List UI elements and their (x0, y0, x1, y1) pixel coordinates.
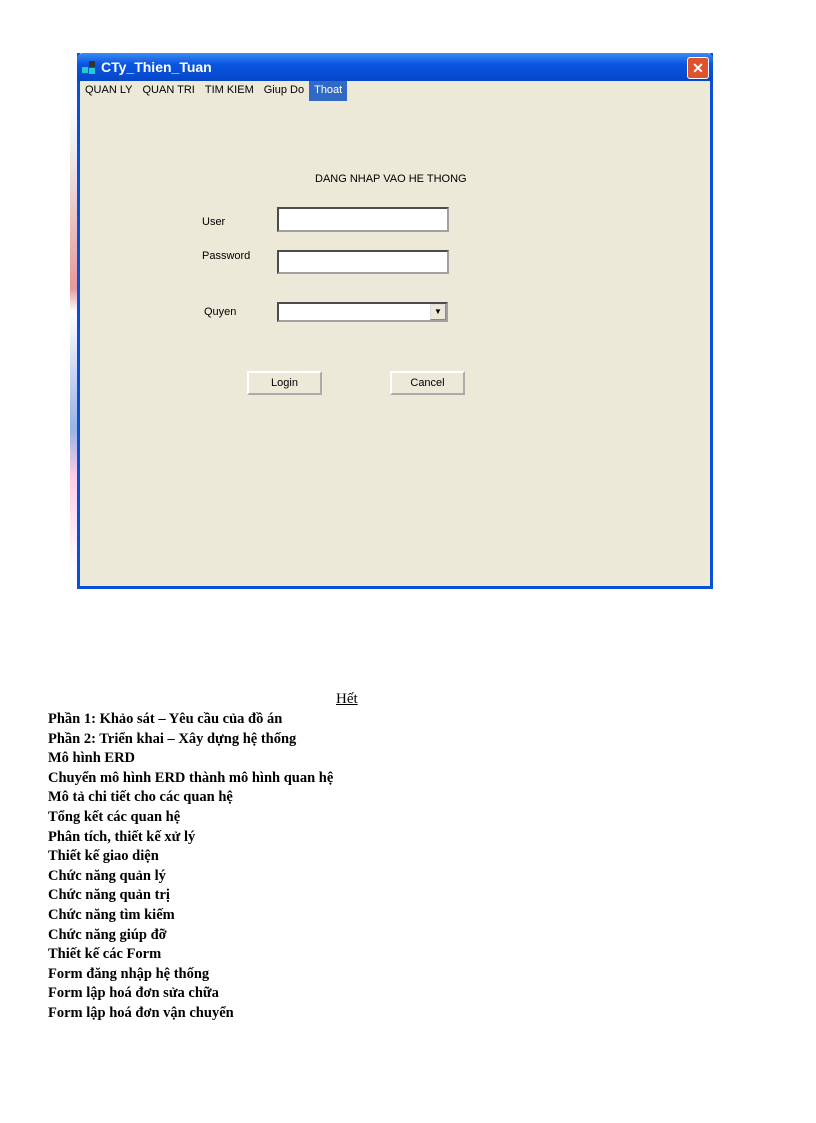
toc-item: Thiết kế các Form (48, 946, 162, 963)
toc-item: Form lập hoá đơn sửa chữa (48, 985, 219, 1002)
window-title: CTy_Thien_Tuan (101, 59, 212, 75)
toc-item: Mô tả chi tiết cho các quan hệ (48, 789, 233, 806)
toc-item: Mô hình ERD (48, 750, 136, 767)
role-label: Quyen (204, 306, 237, 318)
menu-tim-kiem[interactable]: TIM KIEM (204, 84, 254, 96)
user-input[interactable] (277, 207, 449, 232)
menu-quan-ly[interactable]: QUAN LY (85, 84, 133, 96)
end-label: Hết (336, 691, 358, 707)
chevron-down-icon[interactable]: ▼ (430, 304, 446, 320)
close-button[interactable]: ✕ (687, 57, 709, 79)
menu-thoat[interactable]: Thoat (309, 81, 347, 101)
password-label: Password (202, 250, 251, 262)
password-input[interactable] (277, 250, 449, 274)
menu-bar (80, 81, 710, 101)
toc-item: Form lập hoá đơn vận chuyển (48, 1004, 234, 1021)
cancel-button[interactable]: Cancel (390, 371, 465, 395)
login-window (77, 53, 713, 589)
toc-item: Chức năng quản trị (48, 887, 170, 904)
menu-giup-do[interactable]: Giup Do (263, 84, 305, 96)
user-label: User (202, 216, 226, 228)
role-select[interactable] (277, 302, 448, 322)
toc-item: Chức năng tìm kiếm (48, 906, 175, 923)
toc-item: Tổng kết các quan hệ (48, 808, 181, 825)
toc-item: Chức năng giúp đỡ (48, 926, 167, 943)
login-heading: DANG NHAP VAO HE THONG (315, 173, 467, 185)
toc-item: Chuyển mô hình ERD thành mô hình quan hệ (48, 769, 334, 786)
toc-item: Form đăng nhập hệ thống (48, 965, 210, 982)
toc-item: Thiết kế giao diện (48, 848, 159, 865)
toc-item: Chức năng quản lý (48, 867, 166, 884)
menu-quan-tri[interactable]: QUAN TRI (142, 84, 195, 96)
toc-item: Phần 1: Khảo sát – Yêu cầu của đồ án (48, 711, 283, 727)
login-button[interactable]: Login (247, 371, 322, 395)
table-of-contents (48, 710, 333, 1024)
app-icon (81, 59, 97, 75)
toc-item: Phần 2: Triển khai – Xây dựng hệ thống (48, 730, 297, 747)
toc-item: Phân tích, thiết kế xử lý (48, 828, 196, 845)
title-bar (77, 53, 713, 81)
